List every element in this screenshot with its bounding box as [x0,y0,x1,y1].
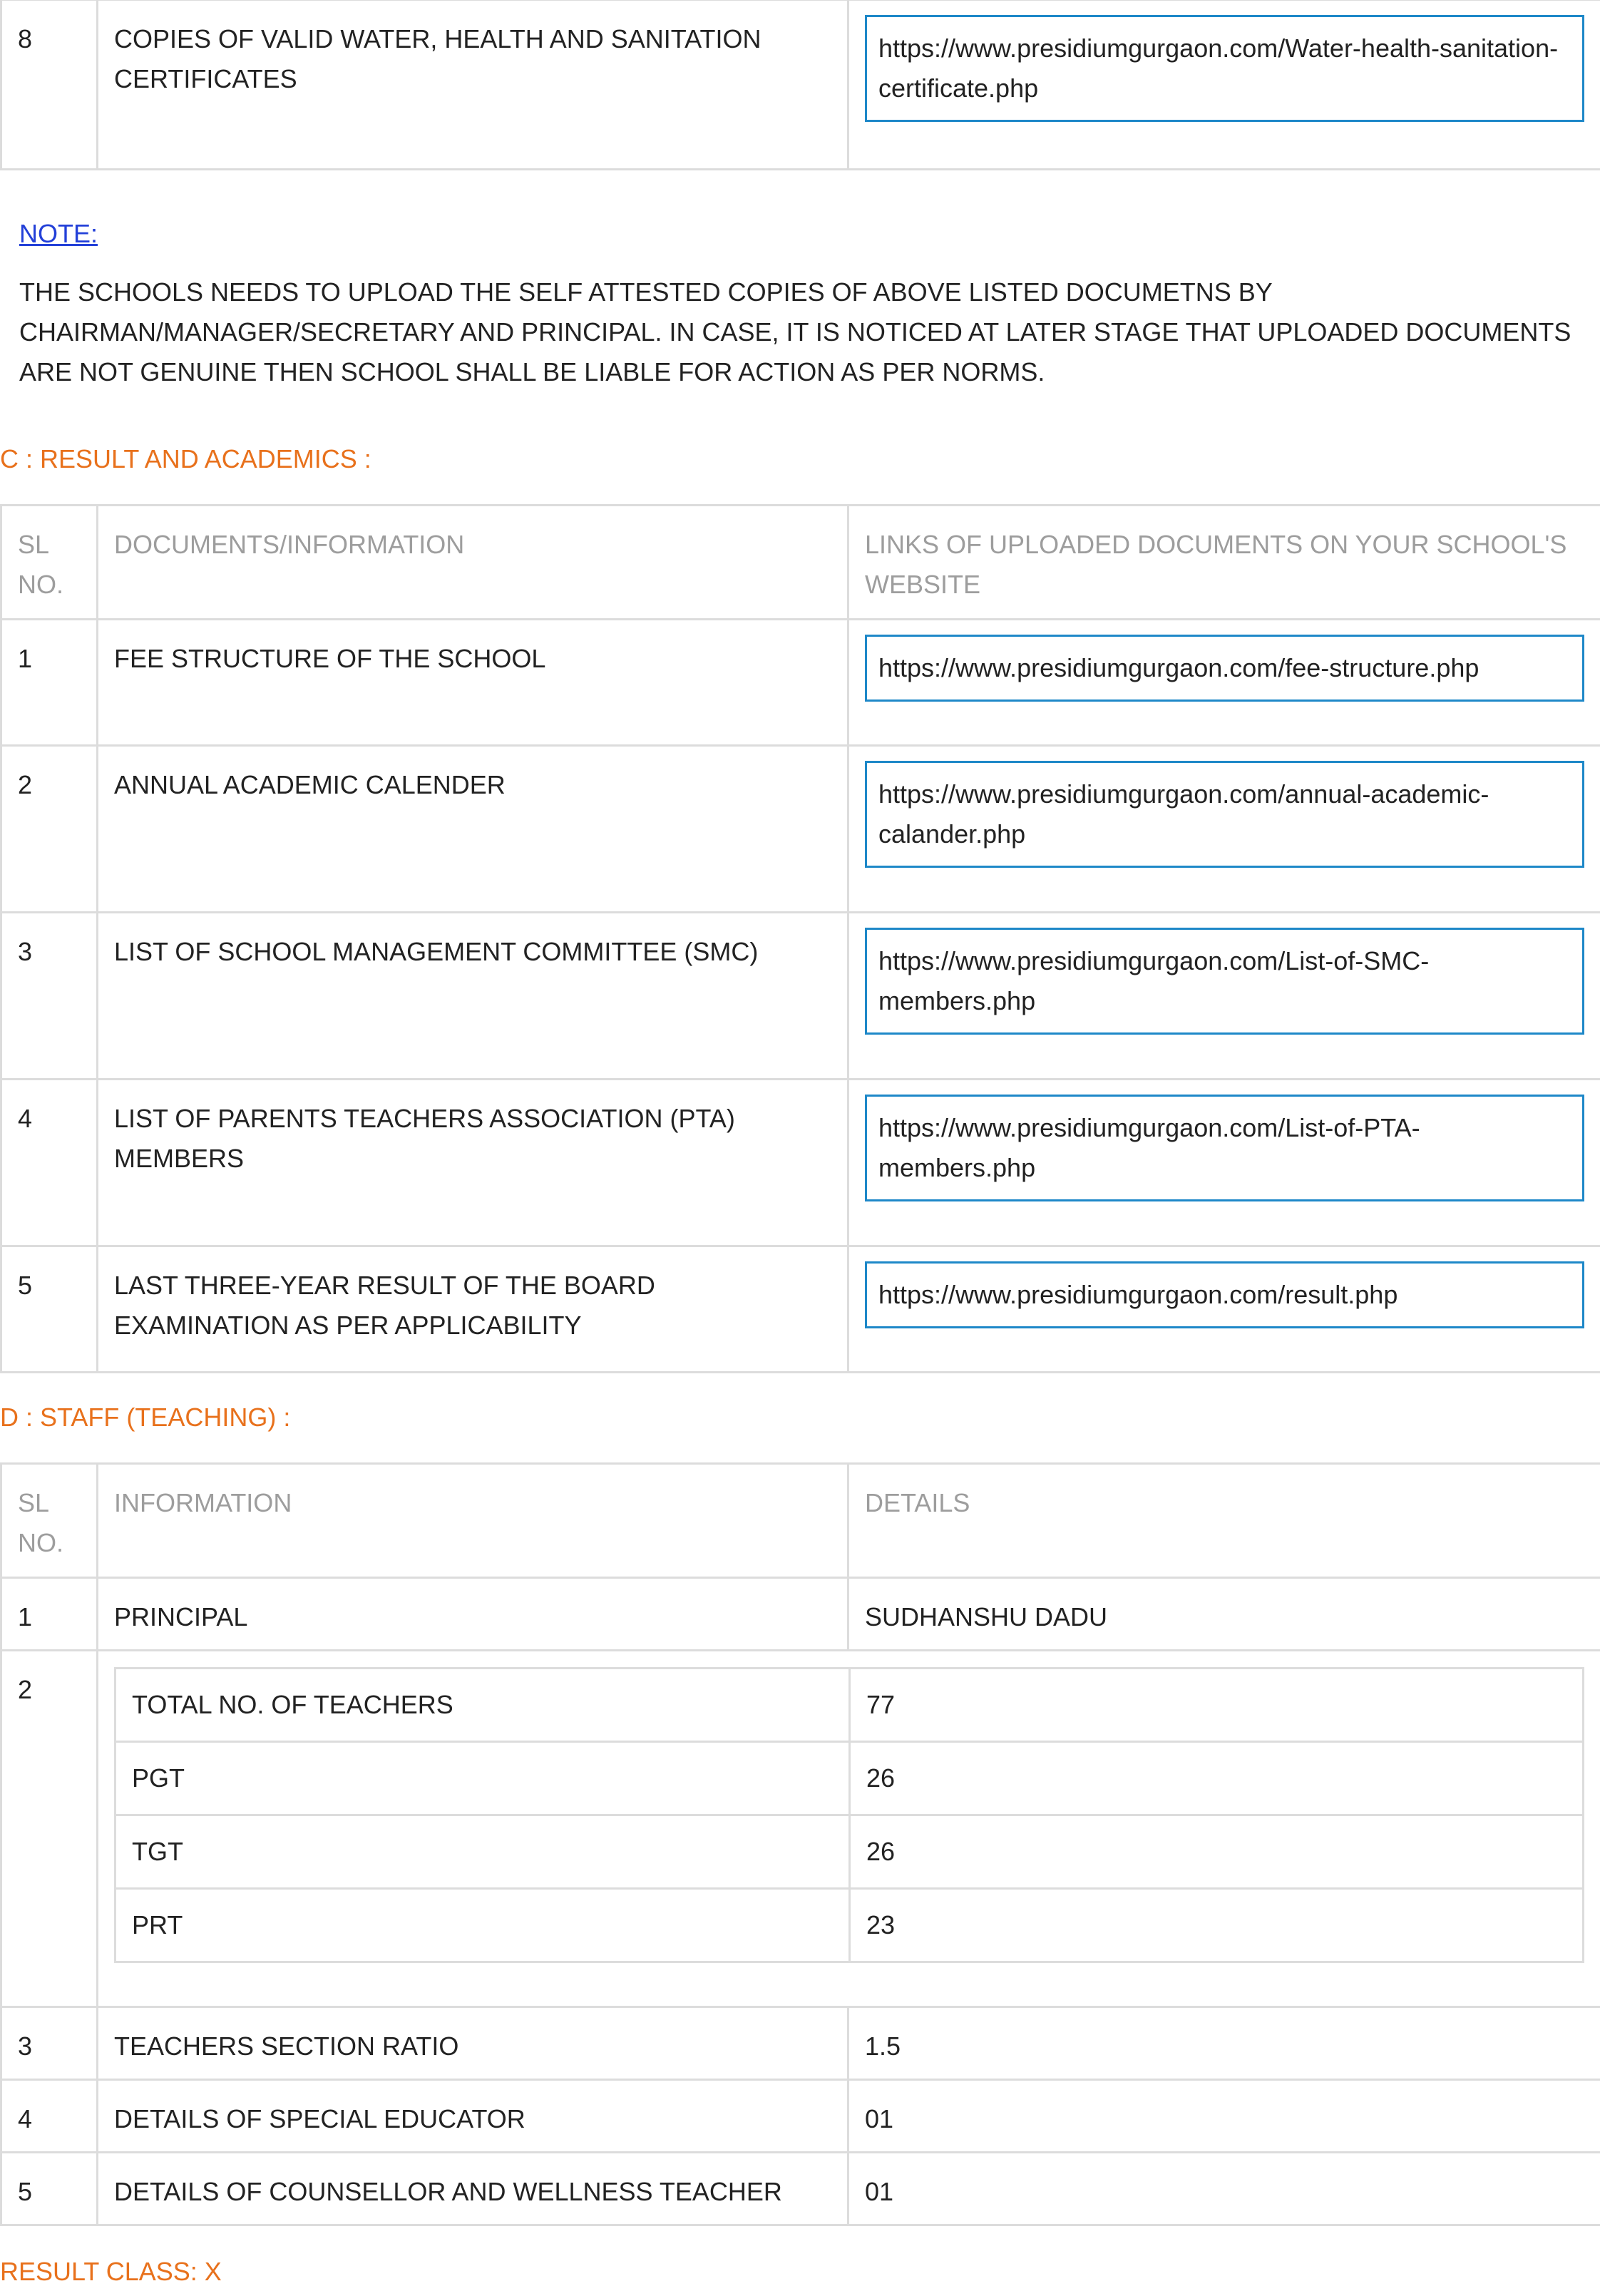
table-row [116,1815,1584,1889]
table-row [1,746,1600,913]
note-text: THE SCHOOLS NEEDS TO UPLOAD THE SELF ATTESTED COPIES OF ABOVE LISTED DOCUMETNS BY CHAIRMAN/MANAGER/SECRETARY AND PRINCIPAL. IN CASE, IT IS NOTICED AT LATER STAGE THAT UPLOADED DOCUMENTS ARE NOT GENUINE THEN SCHOOL SHALL BE LIABLE FOR ACTION AS PER NORMS. [19,277,1571,386]
result-class-title: RESULT CLASS: X [0,2257,222,2286]
teacher-counts-cell [98,1651,1600,2007]
sl-cell: 1 [1,1578,98,1651]
table-row [1,1246,1600,1373]
table-row [1,1651,1600,2007]
section-d-table [0,1462,1600,2226]
link-cell [848,0,1600,170]
sl-cell: 1 [1,620,98,746]
count-label: TGT [116,1815,850,1889]
count-label: PGT [116,1742,850,1815]
header-sl: SL NO. [1,506,98,620]
table-row [1,1578,1600,1651]
details-cell: SUDHANSHU DADU [848,1578,1600,1651]
count-label: TOTAL NO. OF TEACHERS [116,1669,850,1742]
header-details: DETAILS [848,1464,1600,1578]
sl-cell: 4 [1,2080,98,2153]
details-cell: 01 [848,2080,1600,2153]
document-cell: LAST THREE-YEAR RESULT OF THE BOARD EXAMINATION AS PER APPLICABILITY [98,1246,848,1373]
document-link-field[interactable]: https://www.presidiumgurgaon.com/Water-health-sanitation-certificate.php [865,15,1584,122]
information-cell: TEACHERS SECTION RATIO [98,2007,848,2080]
count-label: PRT [116,1889,850,1962]
section-d-title: D : STAFF (TEACHING) : [0,1403,291,1432]
document-cell: COPIES OF VALID WATER, HEALTH AND SANITATION CERTIFICATES [98,0,848,170]
sl-cell: 4 [1,1080,98,1246]
table-row [1,913,1600,1080]
document-cell: LIST OF PARENTS TEACHERS ASSOCIATION (PTA) MEMBERS [98,1080,848,1246]
table-row [116,1742,1584,1815]
table-row [116,1889,1584,1962]
header-information: INFORMATION [98,1464,848,1578]
link-cell [848,620,1600,746]
details-cell: 1.5 [848,2007,1600,2080]
count-value: 26 [850,1742,1584,1815]
table-row [1,2153,1600,2225]
table-header-row [1,506,1600,620]
details-cell: 01 [848,2153,1600,2225]
header-sl: SL NO. [1,1464,98,1578]
note-link[interactable]: NOTE: [19,219,98,248]
information-cell: PRINCIPAL [98,1578,848,1651]
sl-cell: 3 [1,2007,98,2080]
sl-cell: 5 [1,2153,98,2225]
document-link-field[interactable]: https://www.presidiumgurgaon.com/annual-academic-calander.php [865,761,1584,868]
sl-cell: 2 [1,746,98,913]
header-links: LINKS OF UPLOADED DOCUMENTS ON YOUR SCHOOL'S WEBSITE [848,506,1600,620]
table-header-row [1,1464,1600,1578]
section-c-table [0,504,1600,1373]
table-row [116,1669,1584,1742]
document-link-field[interactable]: https://www.presidiumgurgaon.com/List-of-SMC-members.php [865,928,1584,1035]
document-link-field[interactable]: https://www.presidiumgurgaon.com/List-of-PTA-members.php [865,1095,1584,1201]
link-cell [848,746,1600,913]
link-cell [848,1080,1600,1246]
table-row [1,2007,1600,2080]
table-row [1,620,1600,746]
sl-cell: 5 [1,1246,98,1373]
table-row [1,1080,1600,1246]
count-value: 23 [850,1889,1584,1962]
sl-cell: 3 [1,913,98,1080]
header-documents: DOCUMENTS/INFORMATION [98,506,848,620]
count-value: 26 [850,1815,1584,1889]
document-link-field[interactable]: https://www.presidiumgurgaon.com/fee-structure.php [865,635,1584,702]
teacher-counts-table [114,1667,1584,1963]
table-row [1,2080,1600,2153]
document-link-field[interactable]: https://www.presidiumgurgaon.com/result.php [865,1261,1584,1328]
information-cell: DETAILS OF SPECIAL EDUCATOR [98,2080,848,2153]
document-cell: LIST OF SCHOOL MANAGEMENT COMMITTEE (SMC) [98,913,848,1080]
link-cell [848,1246,1600,1373]
count-value: 77 [850,1669,1584,1742]
link-cell [848,913,1600,1080]
information-cell: DETAILS OF COUNSELLOR AND WELLNESS TEACHER [98,2153,848,2225]
sl-cell: 2 [1,1651,98,2007]
section-c-title: C : RESULT AND ACADEMICS : [0,444,371,473]
section-b-table [0,0,1600,170]
document-cell: ANNUAL ACADEMIC CALENDER [98,746,848,913]
document-cell: FEE STRUCTURE OF THE SCHOOL [98,620,848,746]
table-row [1,0,1600,170]
sl-cell: 8 [1,0,98,170]
